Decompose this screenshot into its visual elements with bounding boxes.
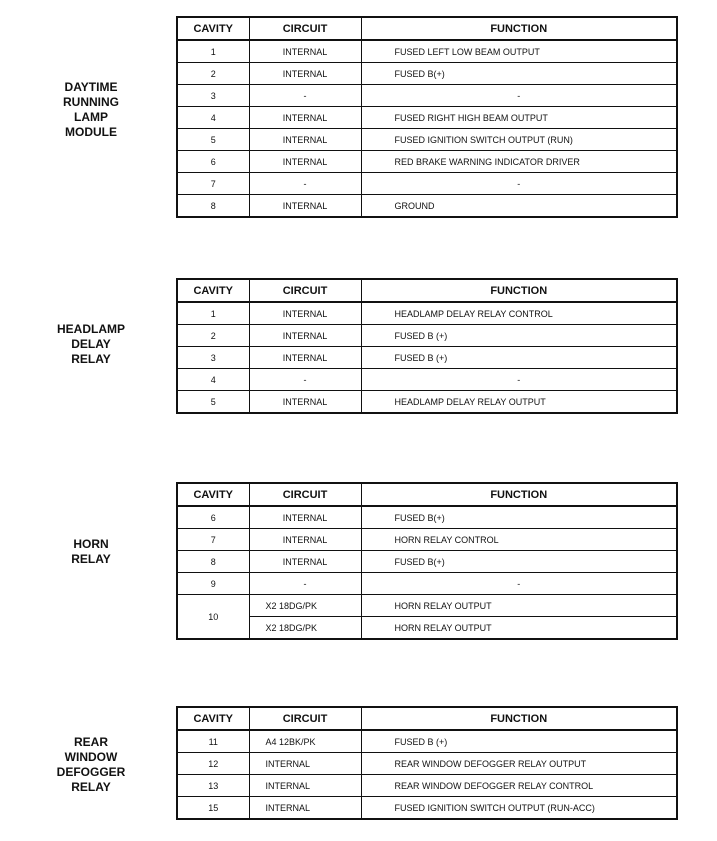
function-cell: GROUND [361, 195, 677, 218]
circuit-header: CIRCUIT [249, 17, 361, 40]
circuit-cell: INTERNAL [249, 551, 361, 573]
table-row [177, 107, 677, 129]
circuit-cell: INTERNAL [249, 40, 361, 63]
table-header-row [177, 279, 677, 302]
section-label-headlamp-delay-relay: HEADLAMP DELAY RELAY [57, 322, 125, 366]
cavity-cell: 13 [177, 775, 249, 797]
cavity-cell: 10 [177, 595, 249, 640]
cavity-header: CAVITY [177, 279, 249, 302]
cavity-cell: 1 [177, 40, 249, 63]
table-row [177, 753, 677, 775]
cavity-header: CAVITY [177, 483, 249, 506]
function-cell: FUSED B(+) [361, 506, 677, 529]
function-cell: FUSED B (+) [361, 325, 677, 347]
table-row [177, 529, 677, 551]
function-cell: HORN RELAY CONTROL [361, 529, 677, 551]
table-row [177, 85, 677, 107]
table-row [177, 63, 677, 85]
cavity-cell: 9 [177, 573, 249, 595]
function-cell: HEADLAMP DELAY RELAY OUTPUT [361, 391, 677, 414]
cavity-cell: 5 [177, 129, 249, 151]
table-row [177, 325, 677, 347]
circuit-header: CIRCUIT [249, 279, 361, 302]
cavity-cell: 12 [177, 753, 249, 775]
circuit-cell: INTERNAL [249, 775, 361, 797]
function-header: FUNCTION [361, 17, 677, 40]
function-cell: - [361, 85, 677, 107]
circuit-cell: X2 18DG/PK [249, 595, 361, 617]
circuit-cell: INTERNAL [249, 529, 361, 551]
function-cell: HORN RELAY OUTPUT [361, 617, 677, 640]
circuit-cell: INTERNAL [249, 195, 361, 218]
function-cell: FUSED B (+) [361, 347, 677, 369]
function-cell: REAR WINDOW DEFOGGER RELAY OUTPUT [361, 753, 677, 775]
table-row [177, 617, 677, 640]
cavity-cell: 3 [177, 347, 249, 369]
circuit-cell: INTERNAL [249, 129, 361, 151]
cavity-cell: 15 [177, 797, 249, 820]
function-header: FUNCTION [361, 707, 677, 730]
circuit-header: CIRCUIT [249, 707, 361, 730]
cavity-cell: 1 [177, 302, 249, 325]
horn-relay-table [176, 482, 678, 640]
function-cell: FUSED LEFT LOW BEAM OUTPUT [361, 40, 677, 63]
circuit-cell: INTERNAL [249, 107, 361, 129]
table-row [177, 551, 677, 573]
circuit-header: CIRCUIT [249, 483, 361, 506]
cavity-cell: 7 [177, 173, 249, 195]
cavity-cell: 11 [177, 730, 249, 753]
section-label-horn-relay: HORN RELAY [71, 537, 111, 566]
function-header: FUNCTION [361, 279, 677, 302]
function-cell: HORN RELAY OUTPUT [361, 595, 677, 617]
function-header: FUNCTION [361, 483, 677, 506]
table-row [177, 775, 677, 797]
table-row [177, 40, 677, 63]
function-cell: FUSED B (+) [361, 730, 677, 753]
circuit-cell: INTERNAL [249, 391, 361, 414]
function-cell: FUSED B(+) [361, 551, 677, 573]
table-header-row [177, 707, 677, 730]
circuit-cell: INTERNAL [249, 753, 361, 775]
function-cell: RED BRAKE WARNING INDICATOR DRIVER [361, 151, 677, 173]
function-cell: FUSED B(+) [361, 63, 677, 85]
headlamp-delay-relay-table [176, 278, 678, 414]
function-cell: - [361, 173, 677, 195]
cavity-cell: 2 [177, 63, 249, 85]
table-row [177, 595, 677, 617]
circuit-cell: INTERNAL [249, 797, 361, 820]
cavity-cell: 5 [177, 391, 249, 414]
drl-module-table [176, 16, 678, 218]
table-header-row [177, 483, 677, 506]
function-cell: HEADLAMP DELAY RELAY CONTROL [361, 302, 677, 325]
function-cell: - [361, 573, 677, 595]
circuit-cell: - [249, 173, 361, 195]
circuit-cell: INTERNAL [249, 151, 361, 173]
table-row [177, 391, 677, 414]
cavity-cell: 2 [177, 325, 249, 347]
cavity-cell: 8 [177, 195, 249, 218]
section-label-rear-window-defogger-relay: REAR WINDOW DEFOGGER RELAY [56, 735, 126, 794]
table-row [177, 173, 677, 195]
circuit-cell: INTERNAL [249, 325, 361, 347]
table-row [177, 195, 677, 218]
circuit-cell: INTERNAL [249, 63, 361, 85]
cavity-header: CAVITY [177, 707, 249, 730]
cavity-cell: 4 [177, 369, 249, 391]
circuit-cell: X2 18DG/PK [249, 617, 361, 640]
table-row [177, 369, 677, 391]
table-row [177, 797, 677, 820]
cavity-cell: 8 [177, 551, 249, 573]
function-cell: FUSED RIGHT HIGH BEAM OUTPUT [361, 107, 677, 129]
table-row [177, 730, 677, 753]
table-header-row [177, 17, 677, 40]
section-label-drl-module: DAYTIME RUNNING LAMP MODULE [63, 80, 119, 139]
table-row [177, 129, 677, 151]
cavity-header: CAVITY [177, 17, 249, 40]
cavity-cell: 6 [177, 506, 249, 529]
table-row [177, 302, 677, 325]
circuit-cell: A4 12BK/PK [249, 730, 361, 753]
function-cell: REAR WINDOW DEFOGGER RELAY CONTROL [361, 775, 677, 797]
cavity-cell: 3 [177, 85, 249, 107]
function-cell: - [361, 369, 677, 391]
cavity-cell: 7 [177, 529, 249, 551]
cavity-cell: 4 [177, 107, 249, 129]
function-cell: FUSED IGNITION SWITCH OUTPUT (RUN) [361, 129, 677, 151]
circuit-cell: - [249, 369, 361, 391]
table-row [177, 347, 677, 369]
table-row [177, 506, 677, 529]
circuit-cell: INTERNAL [249, 347, 361, 369]
cavity-cell: 6 [177, 151, 249, 173]
circuit-cell: - [249, 573, 361, 595]
circuit-cell: INTERNAL [249, 506, 361, 529]
table-row [177, 151, 677, 173]
table-row [177, 573, 677, 595]
circuit-cell: - [249, 85, 361, 107]
rear-window-defogger-relay-table [176, 706, 678, 820]
circuit-cell: INTERNAL [249, 302, 361, 325]
function-cell: FUSED IGNITION SWITCH OUTPUT (RUN-ACC) [361, 797, 677, 820]
